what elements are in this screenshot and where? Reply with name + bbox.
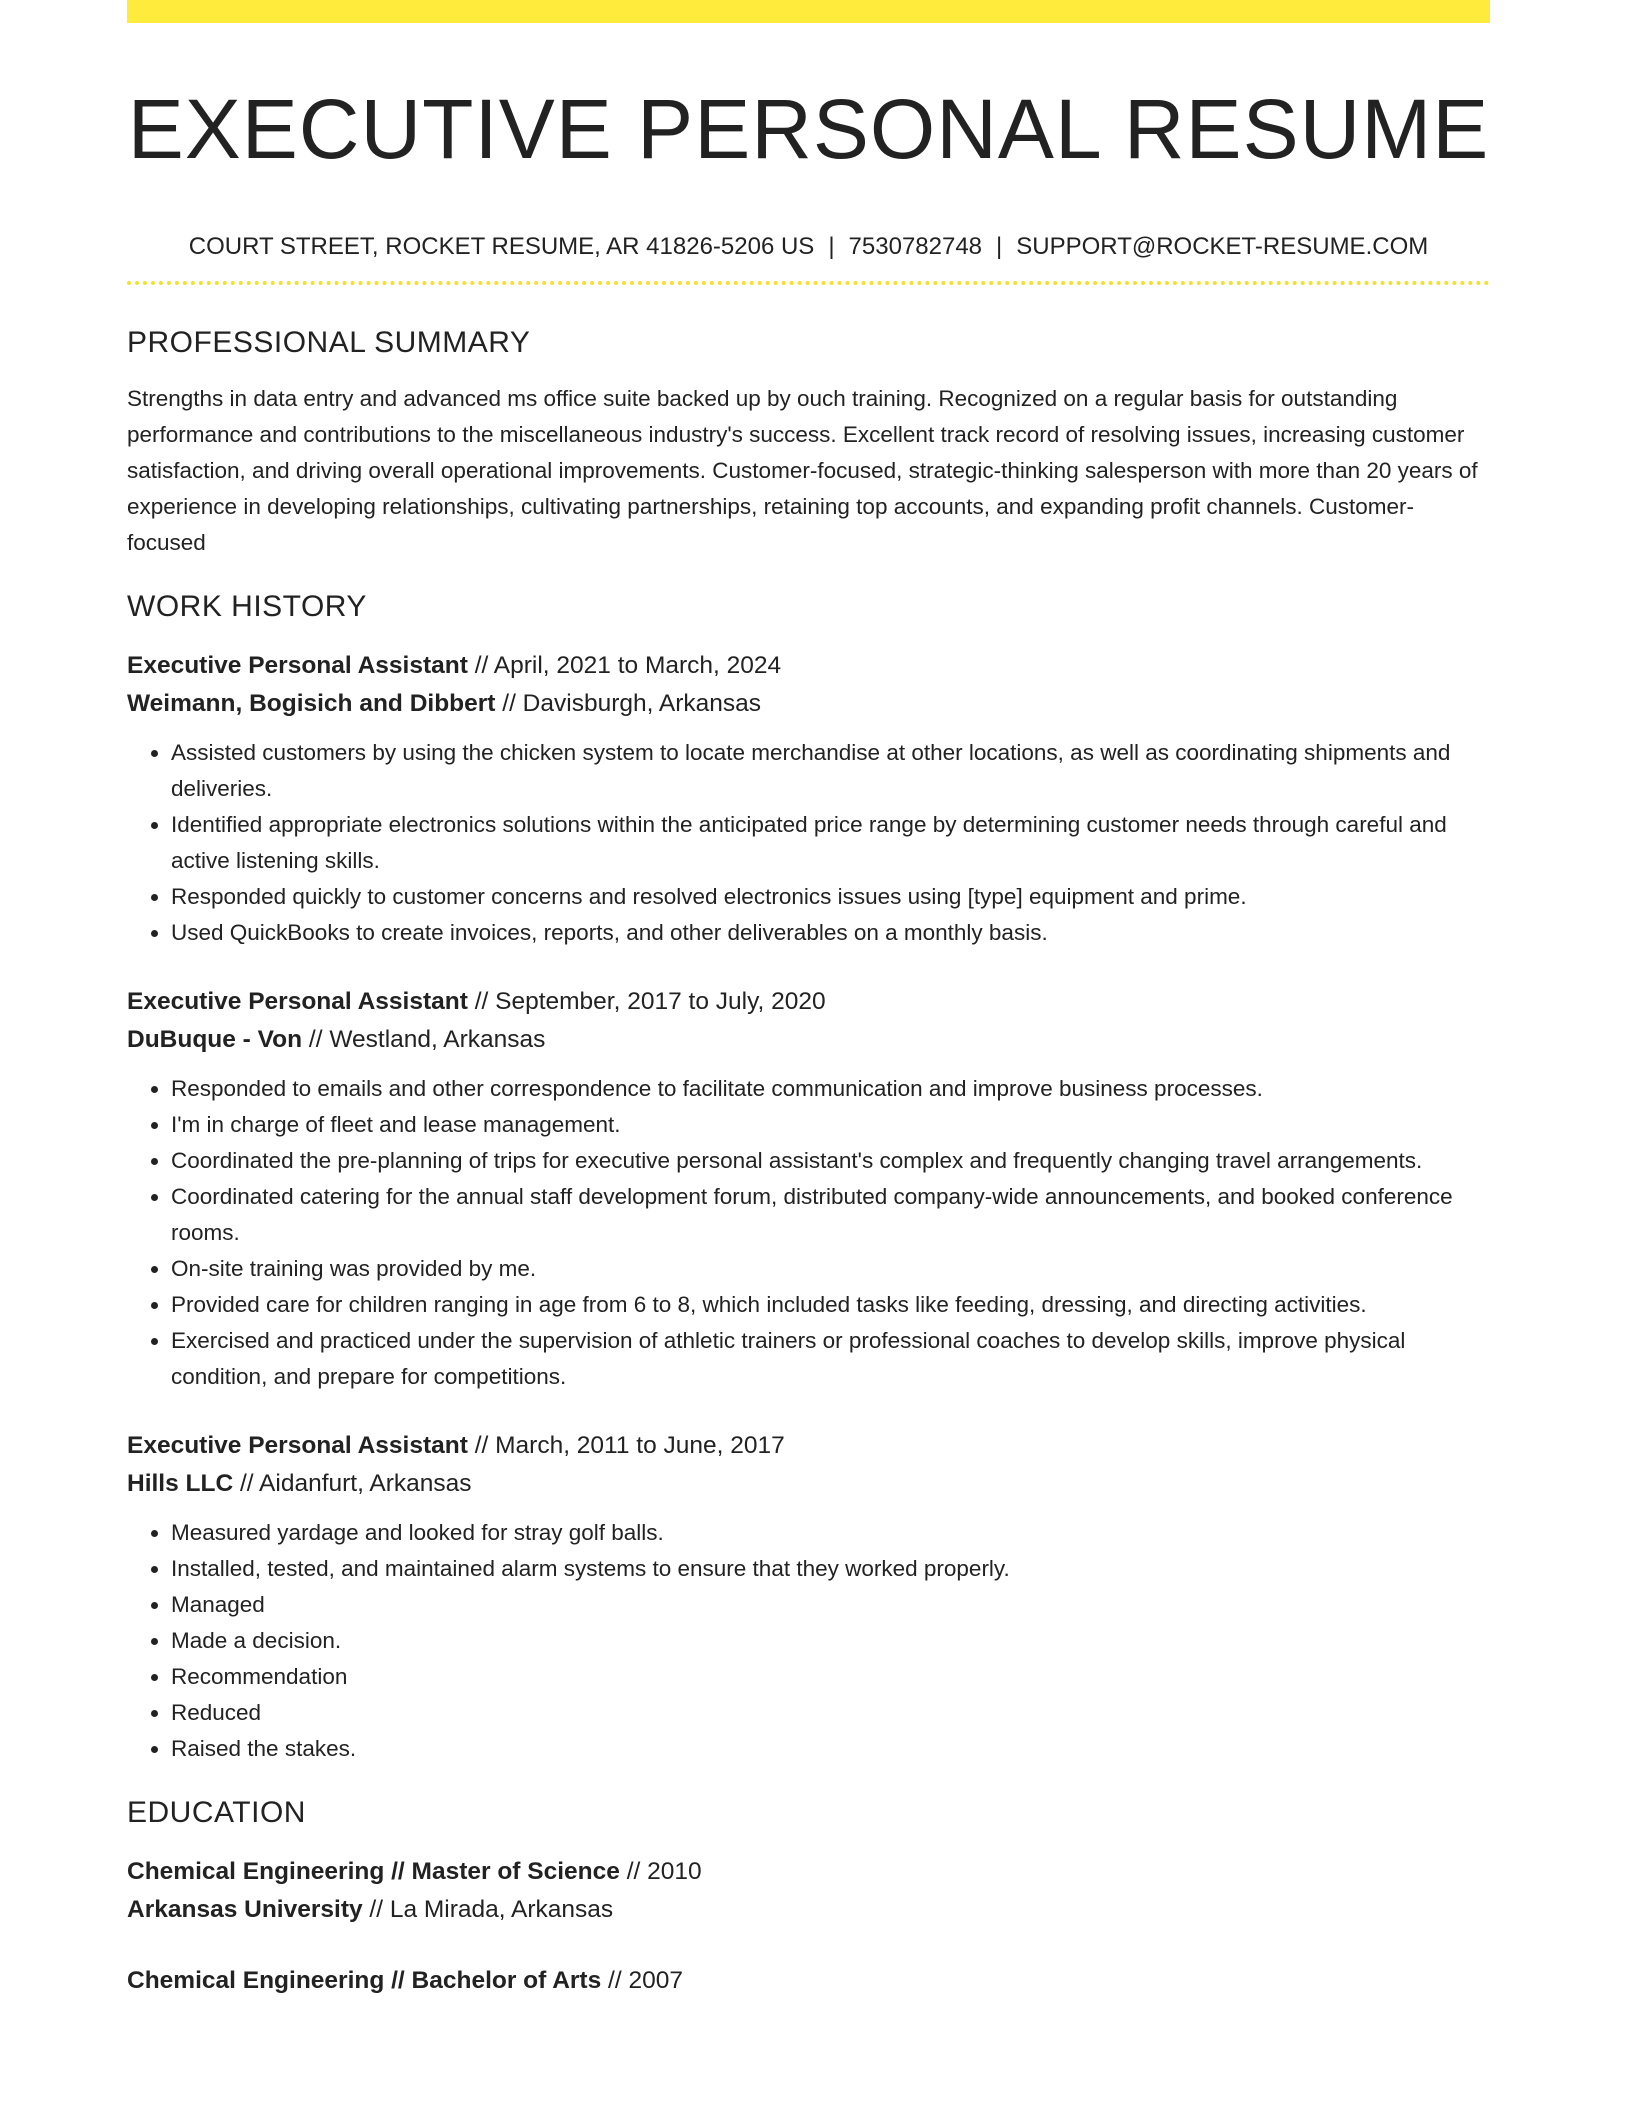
education-location: // La Mirada, Arkansas [369,1896,614,1923]
job-bullets [127,735,1490,951]
contact-separator: | [996,233,1003,260]
job-role-line [127,1427,1490,1465]
job-bullet: • Recommendation [171,1659,1490,1695]
job-bullets [127,1071,1490,1395]
education-heading: EDUCATION [127,1796,306,1829]
job-company-line [127,1465,1490,1503]
job-bullet: • Provided care for children ranging in age from 6 to 8, which included tasks like feeding, dressing, and directing activities. [171,1287,1490,1323]
job-bullet: • Managed [171,1587,1490,1623]
job-bullet: • Raised the stakes. [171,1731,1490,1767]
resume-content [127,0,1490,2000]
job-entry [127,647,1490,951]
contact-email: SUPPORT@ROCKET-RESUME.COM [1016,233,1429,260]
job-bullet: • Coordinated the pre-planning of trips for executive personal assistant's complex and frequently changing travel arrangements. [171,1143,1490,1179]
education-degree-line [127,1853,1490,1891]
resume-name: EXECUTIVE PERSONAL RESUME [127,82,1490,176]
job-entry [127,983,1490,1395]
job-bullet: • On-site training was provided by me. [171,1251,1490,1287]
education-school: Arkansas University [127,1896,363,1923]
job-company: DuBuque - Von [127,1026,303,1053]
education-school-line [127,1891,1490,1929]
job-bullet: • Made a decision. [171,1623,1490,1659]
job-bullet: • Assisted customers by using the chicken system to locate merchandise at other locations, as well as coordinating shipments and deliveries. [171,735,1490,807]
job-bullet: • Responded to emails and other correspondence to facilitate communication and improve business processes. [171,1071,1490,1107]
education-degree-line [127,1962,1490,2000]
job-dates: // March, 2011 to June, 2017 [474,1432,785,1459]
job-entry [127,1427,1490,1767]
job-bullet: • Installed, tested, and maintained alarm systems to ensure that they worked properly. [171,1551,1490,1587]
education-year: // 2010 [626,1858,702,1885]
job-role: Executive Personal Assistant [127,1432,468,1459]
job-location: // Davisburgh, Arkansas [502,690,761,717]
contact-address: COURT STREET, ROCKET RESUME, AR 41826-5206 US [188,233,815,260]
job-location: // Westland, Arkansas [308,1026,546,1053]
summary-heading: PROFESSIONAL SUMMARY [127,326,531,359]
education-year: // 2007 [608,1967,683,1994]
job-role: Executive Personal Assistant [127,988,468,1015]
job-role-line [127,647,1490,685]
job-bullet: • Responded quickly to customer concerns and resolved electronics issues using [type] equipment and prime. [171,879,1490,915]
education-entry [127,1853,1490,1929]
job-bullet: • Exercised and practiced under the supervision of athletic trainers or professional coaches to develop skills, improve physical condition, and prepare for competitions. [171,1323,1490,1395]
job-bullets [127,1515,1490,1767]
job-bullet: • I'm in charge of fleet and lease management. [171,1107,1490,1143]
education-entry [127,1962,1490,2000]
job-bullet: • Used QuickBooks to create invoices, reports, and other deliverables on a monthly basis. [171,915,1490,951]
job-company-line [127,685,1490,723]
job-bullet: • Reduced [171,1695,1490,1731]
job-company: Hills LLC [127,1470,234,1497]
job-company: Weimann, Bogisich and Dibbert [127,690,496,717]
job-bullet: • Coordinated catering for the annual staff development forum, distributed company-wide announcements, and booked conference rooms. [171,1179,1490,1251]
contact-phone: 7530782748 [848,233,983,260]
job-bullet: • Measured yardage and looked for stray golf balls. [171,1515,1490,1551]
job-role: Executive Personal Assistant [127,652,468,679]
job-location: // Aidanfurt, Arkansas [239,1470,472,1497]
summary-text: Strengths in data entry and advanced ms office suite backed up by ouch training. Recognized on a regular basis for outstanding performance and contributions to the miscellaneous industry's success. Excellent track record of resolving issues, increasing customer satisfaction, and driving overall operational improvements. Customer-focused, strategic-thinking salesperson with more than 20 years of experience in developing relationships, cultivating partnerships, retaining top accounts, and expanding profit channels. Customer-focused [127,386,1478,555]
work-history-heading: WORK HISTORY [127,590,367,623]
job-dates: // April, 2021 to March, 2024 [474,652,782,679]
contact-line [127,230,1490,264]
education-degree: Chemical Engineering // Master of Science [127,1858,620,1885]
education-degree: Chemical Engineering // Bachelor of Arts [127,1967,602,1994]
job-role-line [127,983,1490,1021]
header-divider [127,281,1490,285]
contact-separator: | [828,233,835,260]
job-bullet: • Identified appropriate electronics solutions within the anticipated price range by determining customer needs through careful and active listening skills. [171,807,1490,879]
job-company-line [127,1021,1490,1059]
job-dates: // September, 2017 to July, 2020 [474,988,826,1015]
